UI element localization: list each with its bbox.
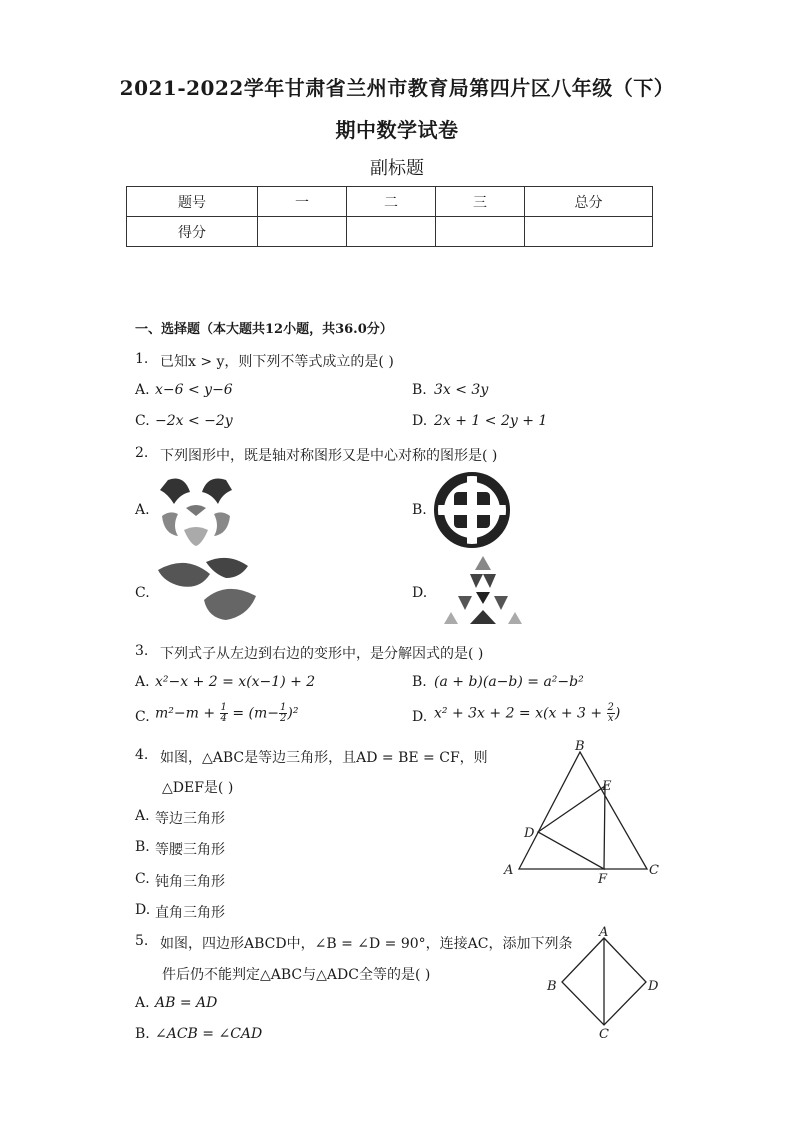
q3-d-part: )	[614, 705, 621, 722]
fraction-denominator: 2	[280, 713, 287, 724]
fraction-denominator: 4	[220, 713, 227, 724]
q4-option-d-label: D.	[135, 902, 151, 918]
q3-option-b-label: B.	[412, 674, 427, 690]
q5-quadrilateral-figure	[540, 924, 664, 1044]
q3-option-d-label: D.	[412, 709, 428, 725]
score-table	[126, 186, 653, 247]
q3-c-part: )²	[287, 705, 299, 722]
q1-option-d-label: D.	[412, 413, 428, 429]
subtitle: 副标题	[370, 158, 424, 179]
vertex-label-a: A	[504, 863, 514, 878]
q5-option-a: AB = AD	[155, 995, 218, 1011]
vertex-label-e: E	[602, 779, 612, 794]
question-5-text-line-2: 件后仍不能判定△ABC与△ADC全等的是( )	[162, 967, 431, 983]
question-4-text-line-1: 如图，△ABC是等边三角形，且AD = BE = CF，则	[160, 750, 488, 766]
q1-option-c: −2x < −2y	[155, 413, 233, 429]
q3-option-b: (a + b)(a−b) = a²−b²	[434, 674, 584, 690]
header-cell: 二	[347, 187, 436, 217]
q3-option-c-label: C.	[135, 709, 150, 725]
question-1-number: 1.	[135, 351, 149, 367]
q1-option-b-label: B.	[412, 382, 427, 398]
vertex-label-b: B	[547, 979, 557, 994]
q4-option-a: 等边三角形	[155, 811, 225, 827]
q3-option-a-label: A.	[135, 674, 150, 690]
question-3-text: 下列式子从左边到右边的变形中，是分解因式的是( )	[160, 646, 484, 662]
row-label: 得分	[127, 217, 258, 247]
vertex-label-c: C	[649, 863, 659, 878]
vertex-label-d: D	[524, 826, 535, 841]
q4-option-d: 直角三角形	[155, 905, 225, 921]
q3-c-part: m²−m +	[155, 705, 220, 722]
q2-option-d-label: D.	[412, 585, 428, 601]
vertex-label-b: B	[575, 739, 585, 754]
q1-option-a: x−6 < y−6	[155, 382, 233, 398]
q2-figure-a-pinwheel-icon	[156, 472, 236, 548]
score-cell[interactable]	[525, 217, 653, 247]
question-5-text-line-1: 如图，四边形ABCD中，∠B = ∠D = 90°，连接AC，添加下列条	[160, 936, 573, 952]
q1-option-a-label: A.	[135, 382, 150, 398]
q4-option-c: 钝角三角形	[155, 874, 225, 890]
vertex-label-f: F	[598, 872, 608, 884]
q2-figure-c-leaves-icon	[156, 556, 264, 628]
fraction	[607, 703, 615, 724]
q2-option-b-label: B.	[412, 502, 427, 518]
q3-option-c	[155, 703, 298, 724]
question-3-number: 3.	[135, 643, 149, 659]
fraction-denominator: x	[607, 713, 614, 724]
question-4-number: 4.	[135, 747, 149, 763]
score-cell[interactable]	[436, 217, 525, 247]
q5-option-b-label: B.	[135, 1026, 150, 1042]
question-4-text-line-2: △DEF是( )	[162, 780, 234, 796]
title-line-1: 2021-2022学年甘肃省兰州市教育局第四片区八年级（下）	[119, 76, 675, 100]
q4-triangle-figure	[500, 738, 670, 884]
title-line-2: 期中数学试卷	[335, 118, 459, 142]
question-2-text: 下列图形中，既是轴对称图形又是中心对称的图形是( )	[160, 448, 498, 464]
section-heading: 一、选择题（本大题共12小题，共36.0分）	[135, 322, 393, 337]
q4-option-b-label: B.	[135, 839, 150, 855]
q3-d-part: x² + 3x + 2 = x(x + 3 +	[434, 705, 607, 722]
q1-option-b: 3x < 3y	[434, 382, 489, 398]
q3-option-a: x²−x + 2 = x(x−1) + 2	[155, 674, 316, 690]
fraction-numerator: 1	[280, 702, 287, 713]
q4-option-c-label: C.	[135, 871, 150, 887]
q4-option-a-label: A.	[135, 808, 150, 824]
score-cell[interactable]	[258, 217, 347, 247]
fraction-numerator: 2	[607, 702, 614, 713]
vertex-label-a: A	[599, 925, 609, 940]
q1-option-d: 2x + 1 < 2y + 1	[434, 413, 548, 429]
score-table-row	[127, 217, 653, 247]
fraction	[220, 703, 228, 724]
q2-figure-b-globe-icon	[434, 472, 510, 548]
q5-option-b: ∠ACB = ∠CAD	[155, 1026, 263, 1042]
q2-option-a-label: A.	[135, 502, 150, 518]
q3-option-d	[434, 703, 620, 724]
q5-option-a-label: A.	[135, 995, 150, 1011]
fraction-numerator: 1	[220, 702, 227, 713]
score-table-header-row	[127, 187, 653, 217]
q3-c-part: = (m−	[227, 705, 280, 722]
header-cell: 题号	[127, 187, 258, 217]
header-cell: 一	[258, 187, 347, 217]
header-cell: 总分	[525, 187, 653, 217]
q4-option-b: 等腰三角形	[155, 842, 225, 858]
vertex-label-c: C	[599, 1027, 609, 1042]
header-cell: 三	[436, 187, 525, 217]
vertex-label-d: D	[648, 979, 659, 994]
score-cell[interactable]	[347, 217, 436, 247]
q2-option-c-label: C.	[135, 585, 150, 601]
question-5-number: 5.	[135, 933, 149, 949]
q1-option-c-label: C.	[135, 413, 150, 429]
question-2-number: 2.	[135, 445, 149, 461]
q2-figure-d-triangles-icon	[440, 554, 526, 628]
question-1-text: 已知x > y，则下列不等式成立的是( )	[160, 354, 394, 370]
